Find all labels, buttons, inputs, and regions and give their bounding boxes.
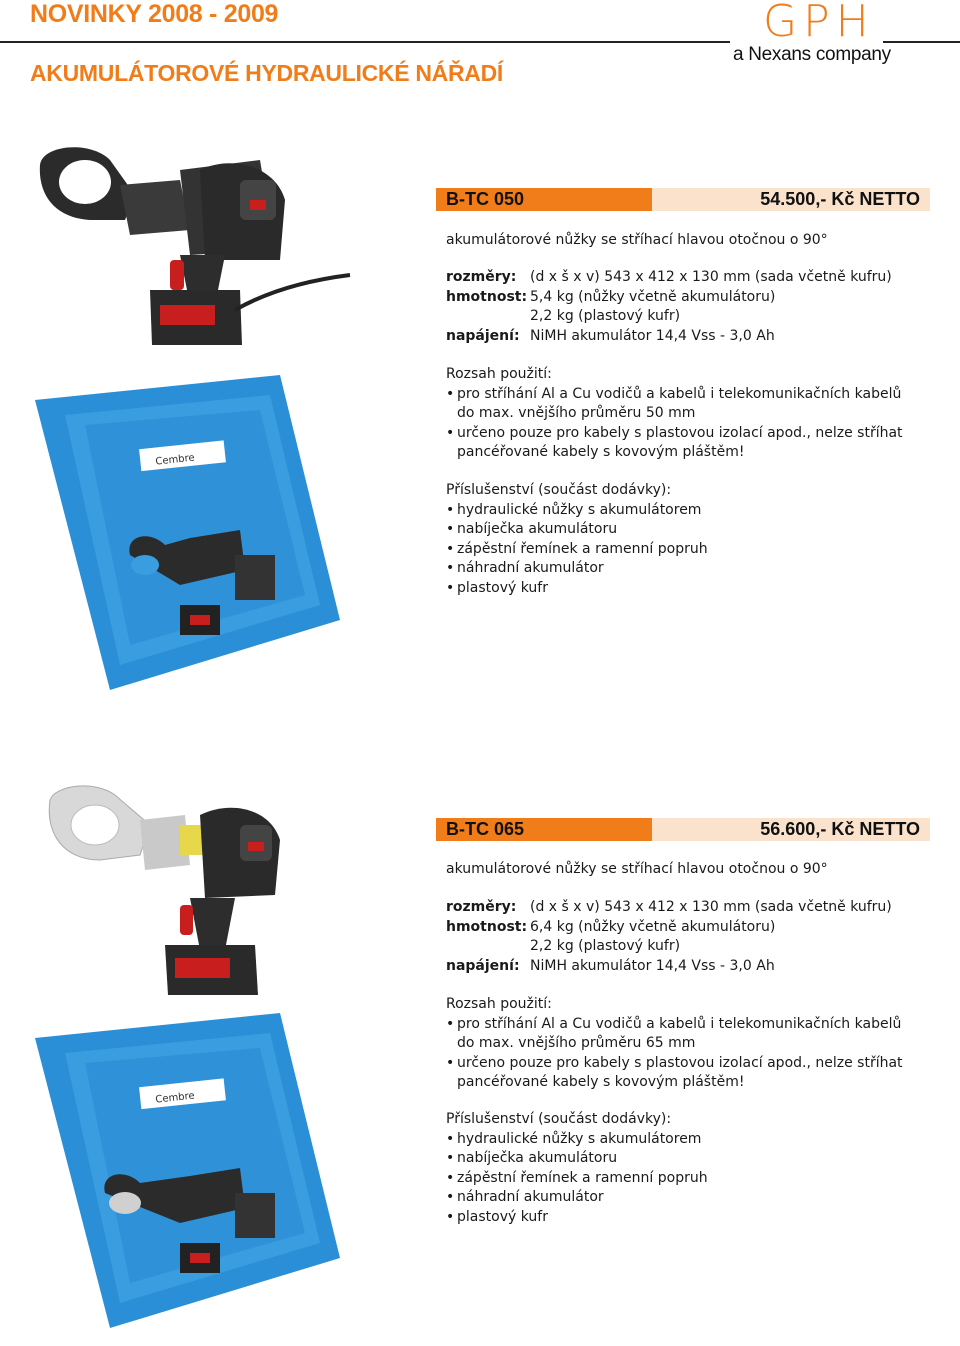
spec-row: napájení: NiMH akumulátor 14,4 Vss - 3,0 Ah bbox=[446, 327, 775, 344]
product-description: akumulátorové nůžky se stříhací hlavou otočnou o 90° bbox=[446, 232, 828, 248]
usage-list bbox=[446, 385, 903, 463]
list-item: • plastový kufr bbox=[446, 579, 708, 599]
section-title: AKUMULÁTOROVÉ HYDRAULICKÉ NÁŘADÍ bbox=[30, 60, 503, 86]
list-item: • nabíječka akumulátoru bbox=[446, 520, 708, 540]
usage-list bbox=[446, 1015, 903, 1093]
spec-row: rozměry: (d x š x v) 543 x 412 x 130 mm (sada včetně kufru) bbox=[446, 269, 892, 285]
list-item: • pro stříhání Al a Cu vodičů a kabelů i telekomunikačních kabelů do max. vnějšího průměru 65 mm bbox=[446, 1015, 903, 1054]
cable-cutter-image-1 bbox=[30, 140, 400, 360]
product-header-bar-2 bbox=[436, 818, 930, 841]
spec-row: hmotnost: 6,4 kg (nůžky včetně akumulátoru) bbox=[446, 918, 776, 935]
accessories-list bbox=[446, 501, 708, 599]
carry-case-image-2 bbox=[30, 1008, 345, 1338]
product-code: B-TC 065 bbox=[446, 819, 525, 839]
list-item: • pro stříhání Al a Cu vodičů a kabelů i telekomunikačních kabelů do max. vnějšího průměru 50 mm bbox=[446, 385, 903, 424]
page-title: NOVINKY 2008 - 2009 bbox=[30, 0, 279, 28]
case-brand-label: Cembre bbox=[154, 1090, 196, 1106]
accessories-list bbox=[446, 1130, 708, 1228]
cable-cutter-image-2 bbox=[40, 780, 380, 1005]
accessories-title: Příslušenství (součást dodávky): bbox=[446, 1111, 672, 1127]
header-rule-right bbox=[883, 41, 960, 43]
spec-row: 2,2 kg (plastový kufr) bbox=[530, 938, 681, 954]
usage-title: Rozsah použití: bbox=[446, 366, 552, 382]
carry-case-image-1 bbox=[30, 370, 345, 700]
header-rule-left bbox=[0, 41, 730, 43]
spec-row: napájení: NiMH akumulátor 14,4 Vss - 3,0 Ah bbox=[446, 957, 775, 974]
accessories-title: Příslušenství (součást dodávky): bbox=[446, 482, 672, 498]
gph-logo: GPH bbox=[763, 0, 875, 47]
nexans-tagline: a Nexans company bbox=[733, 44, 891, 65]
spec-row: 2,2 kg (plastový kufr) bbox=[530, 308, 681, 324]
list-item: • hydraulické nůžky s akumulátorem bbox=[446, 1130, 708, 1150]
case-brand-label: Cembre bbox=[154, 452, 196, 468]
product-description: akumulátorové nůžky se stříhací hlavou otočnou o 90° bbox=[446, 861, 828, 877]
spec-row: hmotnost: 5,4 kg (nůžky včetně akumulátoru) bbox=[446, 288, 776, 305]
list-item: • určeno pouze pro kabely s plastovou izolací apod., nelze stříhat pancéřované kabely s kovovým pláštěm! bbox=[446, 424, 903, 463]
product-code: B-TC 050 bbox=[446, 189, 525, 209]
list-item: • náhradní akumulátor bbox=[446, 1188, 708, 1208]
spec-row: rozměry: (d x š x v) 543 x 412 x 130 mm (sada včetně kufru) bbox=[446, 899, 892, 915]
usage-title: Rozsah použití: bbox=[446, 996, 552, 1012]
product-price: 56.600,- Kč NETTO bbox=[760, 819, 920, 839]
list-item: • určeno pouze pro kabely s plastovou izolací apod., nelze stříhat pancéřované kabely s kovovým pláštěm! bbox=[446, 1054, 903, 1093]
product-header-bar-1 bbox=[436, 188, 930, 211]
list-item: • nabíječka akumulátoru bbox=[446, 1149, 708, 1169]
list-item: • zápěstní řemínek a ramenní popruh bbox=[446, 540, 708, 560]
list-item: • náhradní akumulátor bbox=[446, 559, 708, 579]
list-item: • zápěstní řemínek a ramenní popruh bbox=[446, 1169, 708, 1189]
list-item: • plastový kufr bbox=[446, 1208, 708, 1228]
list-item: • hydraulické nůžky s akumulátorem bbox=[446, 501, 708, 521]
product-price: 54.500,- Kč NETTO bbox=[760, 189, 920, 209]
